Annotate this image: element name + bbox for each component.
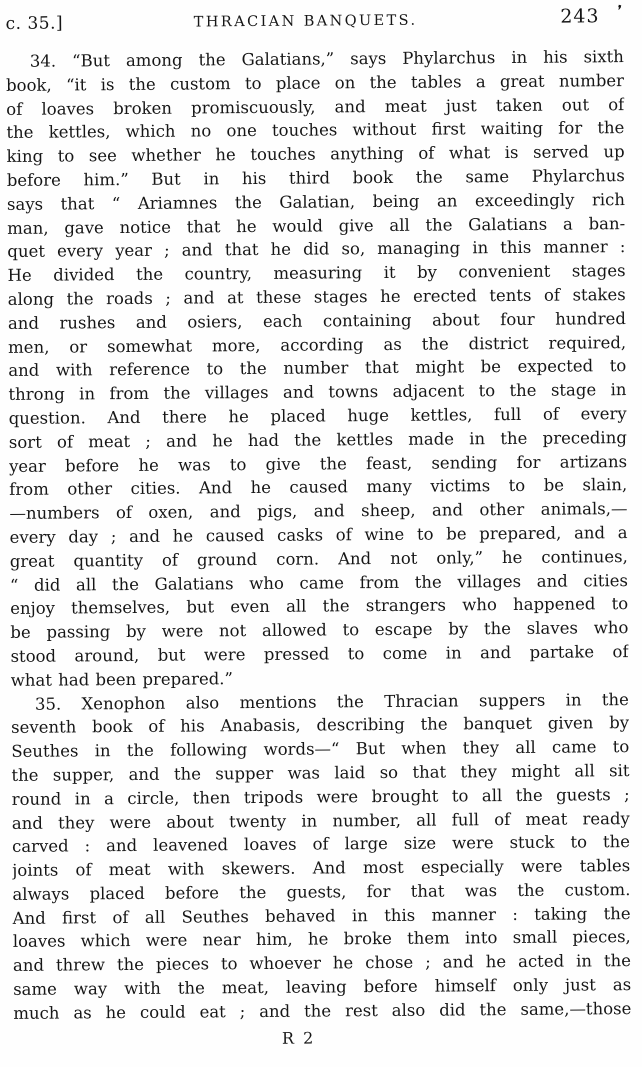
text-line: from other cities. And he caused many victims to be slain, — [9, 475, 628, 500]
running-header — [5, 2, 624, 36]
text-line: And first of all Seuthes behaved in this manner : taking the — [12, 903, 631, 928]
text-line: much as he could eat ; and the rest also did the same,—those — [13, 998, 632, 1023]
chapter-marker: c. 35.] — [5, 13, 64, 34]
text-line: along the roads ; and at these stages he erected tents of stakes — [7, 285, 626, 309]
text-line: great quantity of ground corn. And not only,” he continues, — [9, 546, 628, 571]
text-line: quet every year ; and that he did so, managing in this manner : — [7, 237, 626, 262]
text-line: same way with the meat, leaving before himself only just as — [13, 975, 632, 999]
text-line: —numbers of oxen, and pigs, and sheep, and other animals,— — [9, 499, 628, 524]
text-line: He divided the country, measuring it by convenient stages — [7, 261, 626, 286]
text-line: Seuthes in the following words—“ But when they all came to — [11, 737, 630, 762]
running-title: THRACIAN BANQUETS. — [193, 12, 418, 31]
text-line: every day ; and he caused casks of wine to be prepared, and a — [9, 523, 628, 547]
text-line: year before he was to give the feast, sending for artizans — [8, 451, 628, 476]
text-line: the supper, and the supper was laid so that they might all sit — [11, 760, 630, 785]
text-line: stood around, but were pressed to come in and partake of — [10, 641, 629, 666]
text-line: book, “it is the custom to place on the tables a great number — [5, 70, 625, 95]
text-line: seventh book of his Anabasis, describing the banquet given by — [11, 713, 630, 738]
text-line: round in a circle, then tripods were brought to all the guests ; — [11, 784, 630, 809]
text-line: loaves which were near him, he broke them into small pieces, — [12, 927, 631, 952]
text-line: man, gave notice that he would give all the Galatians a ban- — [7, 213, 626, 238]
text-line: men, or somewhat more, according as the district required, — [8, 332, 627, 357]
text-line: king to see whether he touches anything of what is served up — [6, 142, 625, 167]
paragraph-35 — [11, 688, 632, 1026]
text-line: and they were about twenty in number, all full of meat ready — [11, 808, 630, 833]
signature-line — [0, 1026, 608, 1050]
text-line: says that “ Ariamnes the Galatian, being an exceedingly rich — [6, 189, 626, 214]
text-line: 35. Xenophon also mentions the Thracian suppers in the — [34, 689, 629, 714]
text-line: and threw the pieces to whoever he chose ; and he acted in the — [12, 951, 632, 976]
page-number: 243 — [560, 5, 600, 28]
text-line: and rushes and osiers, each containing about four hundred — [7, 308, 626, 333]
text-line: enjoy themselves, but even all the strangers who happened to — [10, 594, 629, 619]
text-line: be passing by were not allowed to escape by the slaves who — [10, 618, 629, 643]
page-body — [6, 45, 632, 1025]
text-line: before him.” But in his third book the same Phylarchus — [6, 166, 625, 190]
paragraph-34 — [6, 45, 629, 692]
text-line: 34. “But among the Galatians,” says Phylarchus in his sixth — [29, 47, 624, 71]
printer-signature-mark: R 2 — [281, 1028, 316, 1048]
text-line: throng in from the villages and towns adjacent to the stage in — [8, 380, 627, 405]
ink-blot-mark: ❜ — [615, 2, 624, 20]
text-line: and with reference to the number that might be expected to — [8, 356, 627, 381]
text-line: “ did all the Galatians who came from the villages and cities — [9, 570, 629, 595]
text-line: the kettles, which no one touches without first waiting for the — [6, 118, 625, 143]
text-line: carved : and leavened loaves of large size were stuck to the — [11, 832, 631, 857]
text-line: joints of meat with skewers. And most especially were tables — [12, 856, 631, 881]
text-line: of loaves broken promiscuously, and meat just taken out of — [6, 94, 625, 119]
text-line: question. And there he placed huge kettles, full of every — [8, 404, 627, 428]
text-line: always placed before the guests, for that was the custom. — [12, 879, 631, 904]
text-line: what had been prepared.” — [10, 668, 234, 690]
text-line: sort of meat ; and he had the kettles made in the preceding — [8, 427, 627, 452]
